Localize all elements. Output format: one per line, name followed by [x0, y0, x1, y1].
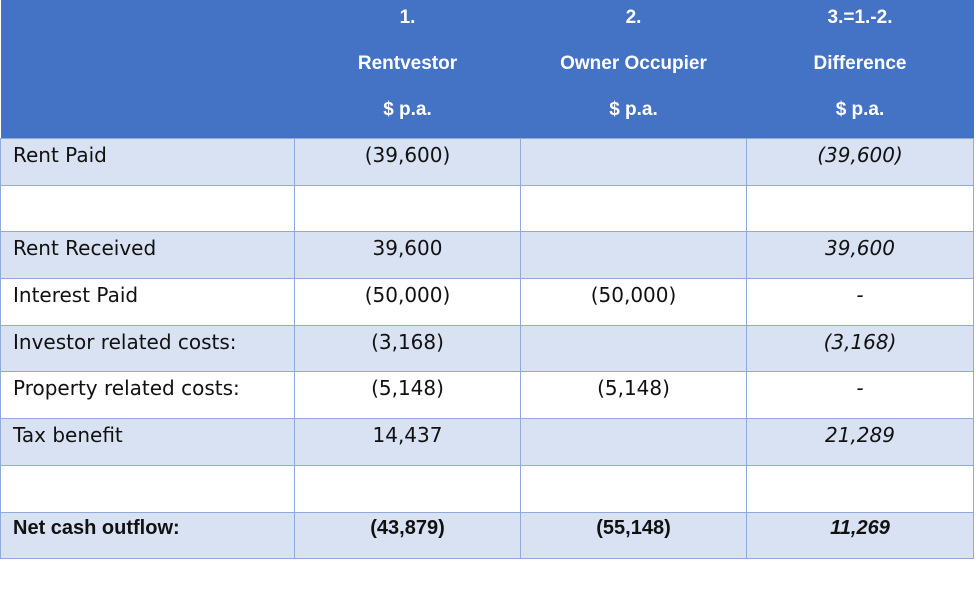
table-row — [1, 279, 974, 326]
table-row — [1, 185, 974, 232]
column-title: Rentvestor — [357, 53, 458, 74]
column-number: 3.=1.-2. — [827, 7, 893, 28]
owner-occupier-cell: (55,148) — [521, 512, 747, 559]
row-label: Property related costs: — [1, 372, 295, 419]
row-label: Rent Received — [1, 232, 295, 279]
difference-cell — [747, 465, 974, 512]
owner-occupier-cell — [521, 139, 747, 186]
row-label: Tax benefit — [1, 419, 295, 466]
row-label — [1, 185, 295, 232]
column-number: 2. — [625, 7, 642, 28]
row-label — [1, 465, 295, 512]
total-row — [1, 512, 974, 559]
table-row — [1, 232, 974, 279]
owner-occupier-cell — [521, 185, 747, 232]
row-label: Rent Paid — [1, 139, 295, 186]
header-row — [1, 0, 974, 139]
column-title: Difference — [813, 53, 907, 74]
owner-occupier-cell — [521, 325, 747, 372]
owner-occupier-cell: (5,148) — [521, 372, 747, 419]
difference-cell: 11,269 — [747, 512, 974, 559]
header-owner-occupier — [521, 0, 747, 139]
table-row — [1, 372, 974, 419]
column-number: 1. — [399, 7, 416, 28]
row-label: Interest Paid — [1, 279, 295, 326]
difference-cell: 39,600 — [747, 232, 974, 279]
difference-cell — [747, 185, 974, 232]
table-row — [1, 139, 974, 186]
owner-occupier-cell — [521, 465, 747, 512]
owner-occupier-cell: (50,000) — [521, 279, 747, 326]
rentvestor-cell: (3,168) — [295, 325, 521, 372]
difference-cell: - — [747, 372, 974, 419]
owner-occupier-cell — [521, 419, 747, 466]
row-label: Investor related costs: — [1, 325, 295, 372]
row-label: Net cash outflow: — [1, 512, 295, 559]
table-row — [1, 325, 974, 372]
column-unit: $ p.a. — [835, 99, 885, 120]
table-row — [1, 465, 974, 512]
rentvestor-cell: (50,000) — [295, 279, 521, 326]
column-title: Owner Occupier — [560, 53, 707, 74]
difference-cell: - — [747, 279, 974, 326]
table-row — [1, 419, 974, 466]
header-rentvestor — [295, 0, 521, 139]
header-blank-cell — [1, 0, 295, 139]
rentvestor-cell: 39,600 — [295, 232, 521, 279]
rentvestor-cell: (43,879) — [295, 512, 521, 559]
rentvestor-cell: 14,437 — [295, 419, 521, 466]
rentvestor-cell — [295, 465, 521, 512]
difference-cell: 21,289 — [747, 419, 974, 466]
column-unit: $ p.a. — [383, 99, 432, 120]
header-difference — [747, 0, 974, 139]
rentvestor-cell: (39,600) — [295, 139, 521, 186]
owner-occupier-cell — [521, 232, 747, 279]
rentvestor-cell: (5,148) — [295, 372, 521, 419]
difference-cell: (39,600) — [747, 139, 974, 186]
column-unit: $ p.a. — [609, 99, 658, 120]
difference-cell: (3,168) — [747, 325, 974, 372]
rentvestor-cell — [295, 185, 521, 232]
